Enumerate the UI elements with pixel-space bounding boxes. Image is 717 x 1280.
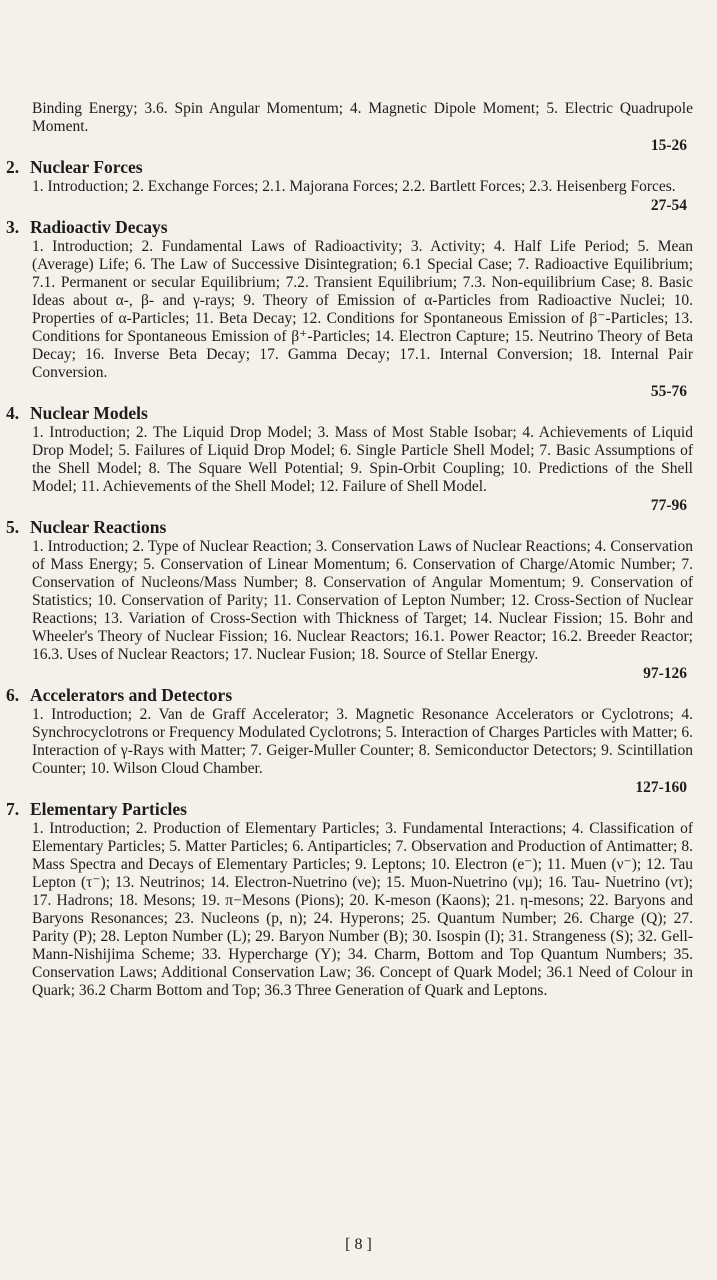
page-range: 77-96 — [650, 497, 687, 514]
chapter-heading — [0, 684, 717, 706]
chapter-contents: Binding Energy; 3.6. Spin Angular Momentum; 4. Magnetic Dipole Moment; 5. Electric Quadrupole Moment. — [32, 100, 693, 135]
page-range: 97-126 — [643, 665, 687, 682]
chapter-number: 6. — [6, 685, 20, 705]
chapter-number: 2. — [6, 157, 20, 177]
chapter-number: 3. — [6, 217, 20, 237]
chapter-number: 5. — [6, 517, 20, 537]
chapter-heading — [0, 798, 717, 820]
chapter-contents: 1. Introduction; 2. Production of Elementary Particles; 3. Fundamental Interactions; 4. Classification of Elementary Particles; 5. Matter Particles; 6. Antiparticles; 7. Observation and Production of Antimatter; 8. Mass Spectra and Decays of Elementary Particles; 9. Leptons; 10. Electron (e⁻); 11. Muen (ν⁻); 12. Tau Lepton (τ⁻); 13. Neutrinos; 14. Electron-Nuetrino (νe); 15. Muon-Nuetrino (νμ); 16. Tau- Nuetrino (ντ); 17. Hadrons; 18. Mesons; 19. π−Mesons (Pions); 20. K-meson (Kaons); 21. η-mesons; 22. Baryons and Baryons Resonances; 23. Nucleons (p, n); 24. Hyperons; 25. Quantum Number; 26. Charge (Q); 27. Parity (P); 28. Lepton Number (L); 29. Baryon Number (B); 30. Isospin (I); 31. Strangeness (S); 32. Gell-Mann-Nishijima Scheme; 33. Hypercharge (Y); 34. Charm, Bottom and Top Quantum Numbers; 35. Conservation Laws; Additional Conservation Law; 36. Concept of Quark Model; 36.1 Need of Colour in Quark; 36.2 Charm Bottom and Top; 36.3 Three Generation of Quark and Leptons. — [32, 820, 693, 999]
chapter-4 — [0, 402, 717, 516]
chapter-contents: 1. Introduction; 2. The Liquid Drop Model; 3. Mass of Most Stable Isobar; 4. Achievements of Liquid Drop Model; 5. Failures of Liquid Drop Model; 6. Single Particle Shell Model; 7. Basic Assumptions of the Shell Model; 8. The Square Well Potential; 9. Spin-Orbit Coupling; 10. Predictions of the Shell Model; 11. Achievements of the Shell Model; 12. Failure of Shell Model. — [32, 424, 693, 495]
chapter-title: Radioactiv Decays — [30, 217, 168, 237]
page-number: [ 8 ] — [345, 1236, 372, 1253]
chapter-title: Elementary Particles — [30, 799, 187, 819]
intro-continuation — [0, 100, 717, 156]
chapter-heading — [0, 216, 717, 238]
chapter-contents: 1. Introduction; 2. Type of Nuclear Reaction; 3. Conservation Laws of Nuclear Reactions; 4. Conservation of Mass Energy; 5. Conservation of Linear Momentum; 6. Conservation of Charge/Atomic Number; 7. Conservation of Nucleons/Mass Number; 8. Conservation of Angular Momentum; 9. Conservation of Statistics; 10. Conservation of Parity; 11. Conservation of Lepton Number; 12. Cross-Section of Nuclear Reactions; 13. Variation of Cross-Section with Thickness of Target; 14. Nuclear Fission; 15. Bohr and Wheeler's Theory of Nuclear Fission; 16. Nuclear Reactors; 16.1. Power Reactor; 16.2. Breeder Reactor; 16.3. Uses of Nuclear Reactors; 17. Nuclear Fusion; 18. Source of Stellar Energy. — [32, 538, 693, 663]
chapter-contents: 1. Introduction; 2. Exchange Forces; 2.1. Majorana Forces; 2.2. Bartlett Forces; 2.3. Heisenberg Forces. — [32, 178, 676, 195]
chapter-contents: 1. Introduction; 2. Van de Graff Accelerator; 3. Magnetic Resonance Accelerators or Cyclotrons; 4. Synchrocyclotrons or Frequency Modulated Cyclotrons; 5. Interaction of Charges Particles with Matter; 6. Interaction of γ-Rays with Matter; 7. Geiger-Muller Counter; 8. Semiconductor Detectors; 9. Scintillation Counter; 10. Wilson Cloud Chamber. — [32, 706, 693, 777]
chapter-title: Accelerators and Detectors — [30, 685, 233, 705]
chapter-number: 7. — [6, 799, 20, 819]
table-of-contents — [0, 100, 717, 1000]
chapter-2 — [0, 156, 717, 216]
page-range: 127-160 — [635, 779, 687, 796]
chapter-heading — [0, 516, 717, 538]
page-range: 27-54 — [650, 197, 687, 214]
chapter-6 — [0, 684, 717, 798]
chapter-heading — [0, 156, 717, 178]
chapter-title: Nuclear Forces — [30, 157, 143, 177]
page-range: 55-76 — [650, 383, 687, 400]
chapter-5 — [0, 516, 717, 684]
chapter-3 — [0, 216, 717, 402]
chapter-contents: 1. Introduction; 2. Fundamental Laws of Radioactivity; 3. Activity; 4. Half Life Period; 5. Mean (Average) Life; 6. The Law of Successive Disintegration; 6.1 Special Case; 7. Radioactive Equilibrium; 7.1. Permanent or secular Equilibrium; 7.2. Transient Equilibrium; 7.3. Non-equilibrium Case; 8. Basic Ideas about α-, β- and γ-rays; 9. Theory of Emission of α-Particles from Radioactive Nuclei; 10. Properties of α-Particles; 11. Beta Decay; 12. Conditions for Spontaneous Emission of β⁻-Particles; 13. Conditions for Spontaneous Emission of β⁺-Particles; 14. Electron Capture; 15. Neutrino Theory of Beta Decay; 16. Inverse Beta Decay; 17. Gamma Decay; 17.1. Internal Conversion; 18. Internal Pair Conversion. — [32, 238, 693, 381]
chapter-7 — [0, 798, 717, 1000]
chapter-title: Nuclear Models — [30, 403, 148, 423]
chapter-heading — [0, 402, 717, 424]
page-range: 15-26 — [650, 137, 687, 154]
chapter-number: 4. — [6, 403, 20, 423]
chapter-title: Nuclear Reactions — [30, 517, 167, 537]
